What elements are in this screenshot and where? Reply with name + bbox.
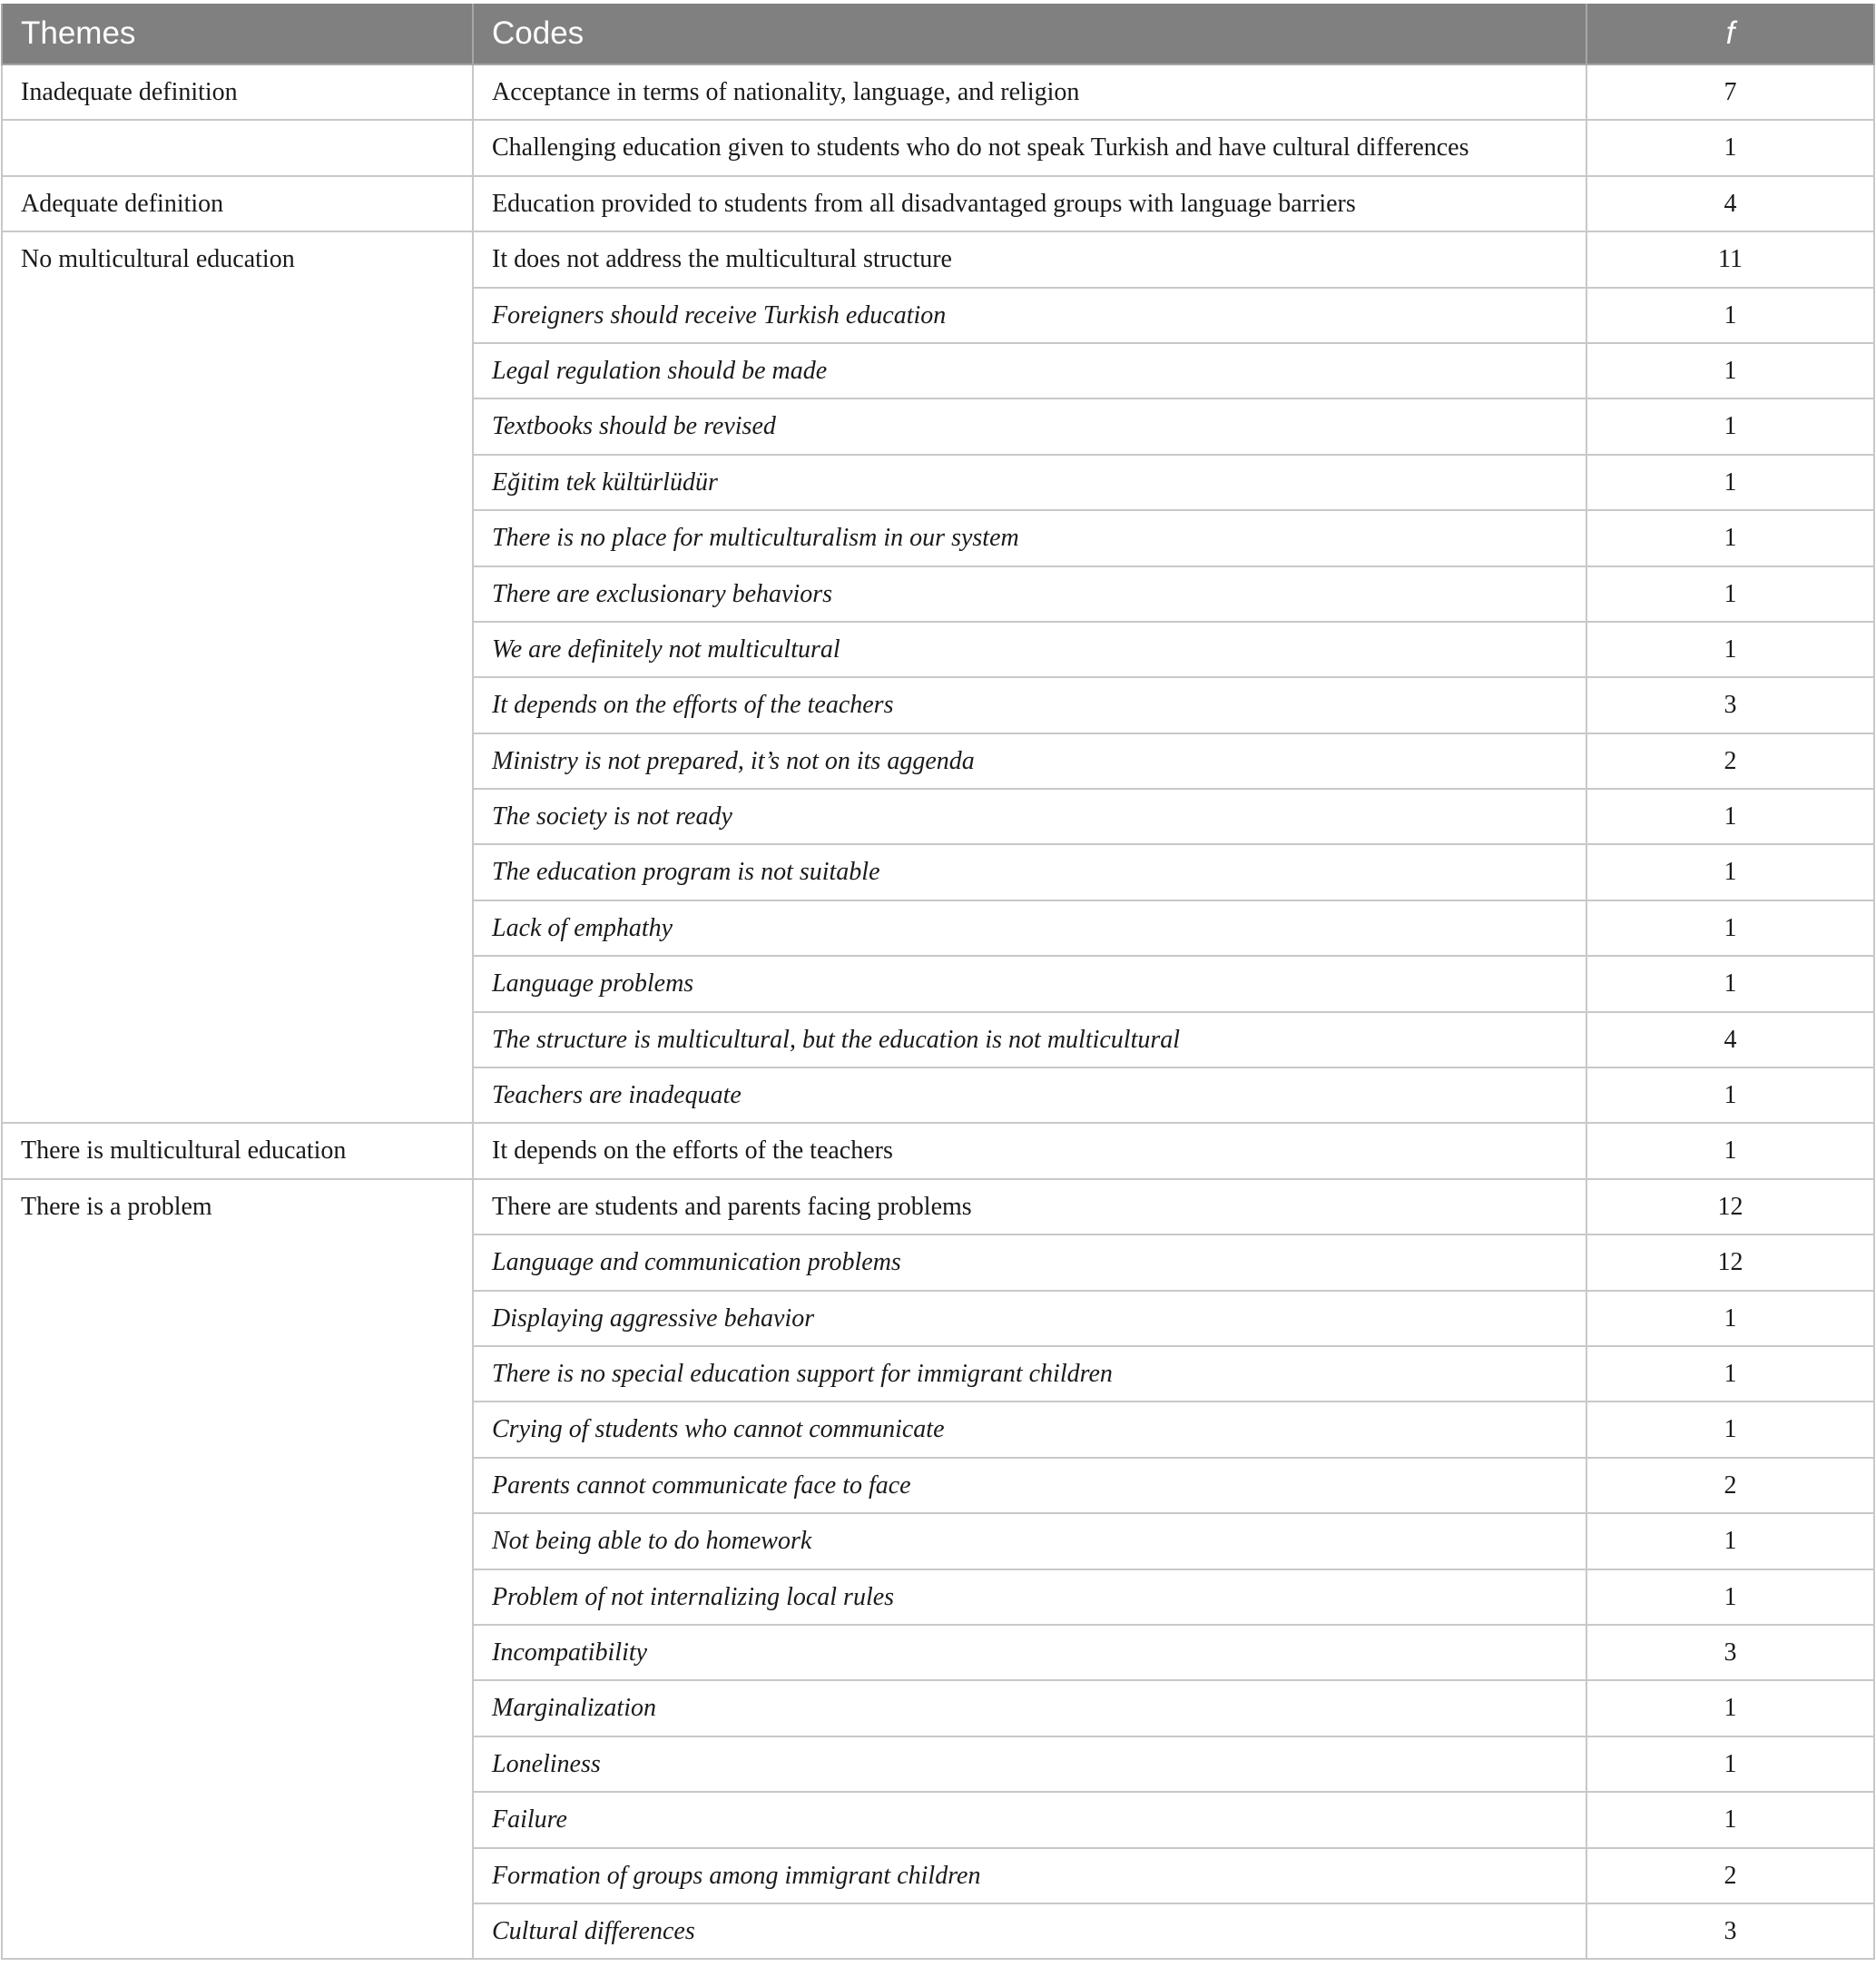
code-cell: Challenging education given to students who do not speak Turkish and have cultural differences	[473, 120, 1586, 175]
frequency-cell: 1	[1586, 1680, 1874, 1736]
code-cell: Teachers are inadequate	[473, 1067, 1586, 1123]
table-row	[2, 64, 1874, 120]
code-cell: There is no place for multiculturalism in our system	[473, 510, 1586, 566]
frequency-cell: 4	[1586, 1012, 1874, 1067]
code-cell: It does not address the multicultural structure	[473, 231, 1586, 287]
code-cell: It depends on the efforts of the teachers	[473, 1123, 1586, 1178]
frequency-cell: 1	[1586, 1513, 1874, 1569]
frequency-cell: 12	[1586, 1179, 1874, 1234]
code-cell: Eğitim tek kültürlüdür	[473, 455, 1586, 510]
frequency-cell: 2	[1586, 1458, 1874, 1513]
code-cell: There are students and parents facing problems	[473, 1179, 1586, 1234]
code-cell: Lack of emphathy	[473, 900, 1586, 956]
frequency-cell: 7	[1586, 64, 1874, 120]
code-cell: Crying of students who cannot communicate	[473, 1402, 1586, 1457]
code-cell: Language and communication problems	[473, 1234, 1586, 1290]
frequency-cell: 1	[1586, 789, 1874, 844]
code-cell: Displaying aggressive behavior	[473, 1291, 1586, 1346]
frequency-cell: 1	[1586, 398, 1874, 454]
frequency-cell: 1	[1586, 288, 1874, 343]
table-body	[2, 64, 1874, 1959]
frequency-cell: 3	[1586, 1903, 1874, 1959]
frequency-cell: 1	[1586, 1067, 1874, 1123]
frequency-cell: 1	[1586, 343, 1874, 398]
code-cell: Formation of groups among immigrant children	[473, 1848, 1586, 1903]
header-themes: Themes	[2, 4, 473, 64]
frequency-cell: 1	[1586, 900, 1874, 956]
code-cell: Parents cannot communicate face to face	[473, 1458, 1586, 1513]
frequency-cell: 11	[1586, 231, 1874, 287]
code-cell: Acceptance in terms of nationality, language, and religion	[473, 64, 1586, 120]
frequency-cell: 1	[1586, 956, 1874, 1011]
code-cell: The education program is not suitable	[473, 844, 1586, 900]
frequency-cell: 4	[1586, 176, 1874, 231]
code-cell: Textbooks should be revised	[473, 398, 1586, 454]
code-cell: There are exclusionary behaviors	[473, 566, 1586, 622]
frequency-cell: 2	[1586, 1848, 1874, 1903]
frequency-cell: 3	[1586, 1625, 1874, 1680]
code-cell: Language problems	[473, 956, 1586, 1011]
frequency-cell: 3	[1586, 677, 1874, 733]
code-cell: Marginalization	[473, 1680, 1586, 1736]
code-cell: Not being able to do homework	[473, 1513, 1586, 1569]
theme-cell: Inadequate definition	[2, 64, 473, 120]
header-frequency: f	[1586, 4, 1874, 64]
table-row	[2, 120, 1874, 175]
frequency-cell: 1	[1586, 510, 1874, 566]
header-codes: Codes	[473, 4, 1586, 64]
code-cell: Cultural differences	[473, 1903, 1586, 1959]
code-cell: The structure is multicultural, but the education is not multicultural	[473, 1012, 1586, 1067]
code-cell: We are definitely not multicultural	[473, 622, 1586, 677]
frequency-cell: 1	[1586, 455, 1874, 510]
code-cell: Education provided to students from all disadvantaged groups with language barriers	[473, 176, 1586, 231]
code-cell: It depends on the efforts of the teachers	[473, 677, 1586, 733]
theme-cell	[2, 120, 473, 175]
theme-cell: No multicultural education	[2, 231, 473, 1123]
code-cell: There is no special education support for immigrant children	[473, 1346, 1586, 1402]
frequency-cell: 2	[1586, 733, 1874, 789]
theme-cell: There is multicultural education	[2, 1123, 473, 1178]
header-row	[2, 4, 1874, 64]
frequency-cell: 1	[1586, 844, 1874, 900]
code-cell: Failure	[473, 1792, 1586, 1847]
frequency-cell: 1	[1586, 1569, 1874, 1625]
frequency-cell: 1	[1586, 1346, 1874, 1402]
frequency-cell: 1	[1586, 622, 1874, 677]
frequency-cell: 1	[1586, 1123, 1874, 1178]
table-row	[2, 1179, 1874, 1234]
table-row	[2, 1123, 1874, 1178]
frequency-cell: 1	[1586, 120, 1874, 175]
code-cell: Problem of not internalizing local rules	[473, 1569, 1586, 1625]
theme-cell: Adequate definition	[2, 176, 473, 231]
themes-codes-table-container	[1, 4, 1873, 1960]
frequency-cell: 1	[1586, 1402, 1874, 1457]
code-cell: Incompatibility	[473, 1625, 1586, 1680]
frequency-cell: 1	[1586, 1792, 1874, 1847]
code-cell: Legal regulation should be made	[473, 343, 1586, 398]
table-row	[2, 176, 1874, 231]
code-cell: The society is not ready	[473, 789, 1586, 844]
code-cell: Ministry is not prepared, it’s not on its aggenda	[473, 733, 1586, 789]
frequency-cell: 1	[1586, 1736, 1874, 1792]
code-cell: Loneliness	[473, 1736, 1586, 1792]
theme-cell: There is a problem	[2, 1179, 473, 1959]
frequency-cell: 1	[1586, 566, 1874, 622]
frequency-cell: 12	[1586, 1234, 1874, 1290]
code-cell: Foreigners should receive Turkish education	[473, 288, 1586, 343]
table-header	[2, 4, 1874, 64]
table-row	[2, 231, 1874, 287]
frequency-cell: 1	[1586, 1291, 1874, 1346]
themes-codes-table	[1, 4, 1875, 1960]
